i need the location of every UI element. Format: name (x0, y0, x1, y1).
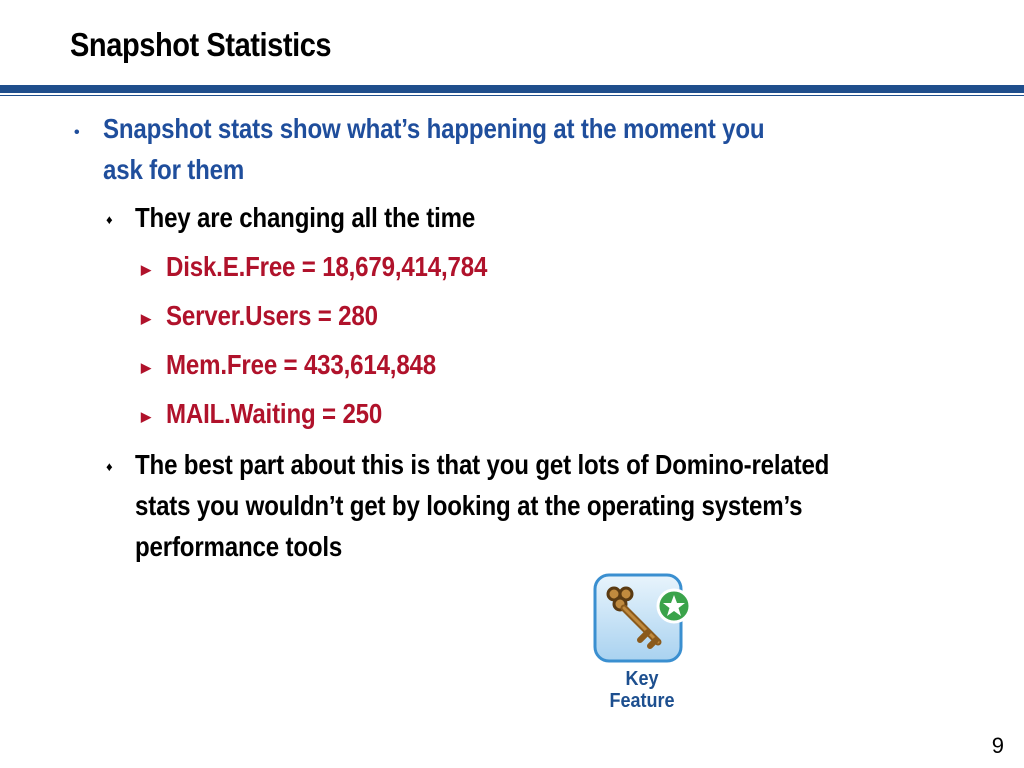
level2-text-best-line3: performance tools (135, 531, 343, 562)
level2-text-best-line2: stats you wouldn’t get by looking at the operating system’s (135, 490, 803, 521)
bullet-diamond: ♦ (106, 459, 113, 474)
title-divider-thin (0, 95, 1024, 96)
level2-text-best-line1: The best part about this is that you get lots of Domino-related (135, 449, 830, 480)
key-feature-line1: Key (625, 668, 659, 690)
title-divider (0, 85, 1024, 93)
key-feature-graphic (592, 572, 692, 668)
bullet-arrow: ▶ (141, 262, 151, 277)
bullet-arrow: ▶ (141, 409, 151, 424)
bullet-arrow: ▶ (141, 360, 151, 375)
bullet-arrow: ▶ (141, 311, 151, 326)
page-number: 9 (991, 733, 1004, 758)
level2-text-changing: They are changing all the time (135, 202, 476, 233)
stat-disk-free: Disk.E.Free = 18,679,414,784 (166, 251, 488, 282)
star-icon (658, 590, 690, 622)
page-title: Snapshot Statistics (70, 26, 332, 63)
level1-text-line1: Snapshot stats show what’s happening at the moment you (103, 113, 765, 144)
bullet-diamond: ♦ (106, 212, 113, 227)
level1-text-line2: ask for them (103, 154, 245, 185)
key-feature-caption (597, 668, 687, 712)
key-feature-line2: Feature (609, 690, 675, 712)
stat-mem-free: Mem.Free = 433,614,848 (166, 349, 436, 380)
stat-server-users: Server.Users = 280 (166, 300, 378, 331)
key-feature-badge (592, 572, 692, 717)
bullet-dot: • (74, 124, 80, 141)
stat-mail-waiting: MAIL.Waiting = 250 (166, 398, 383, 429)
